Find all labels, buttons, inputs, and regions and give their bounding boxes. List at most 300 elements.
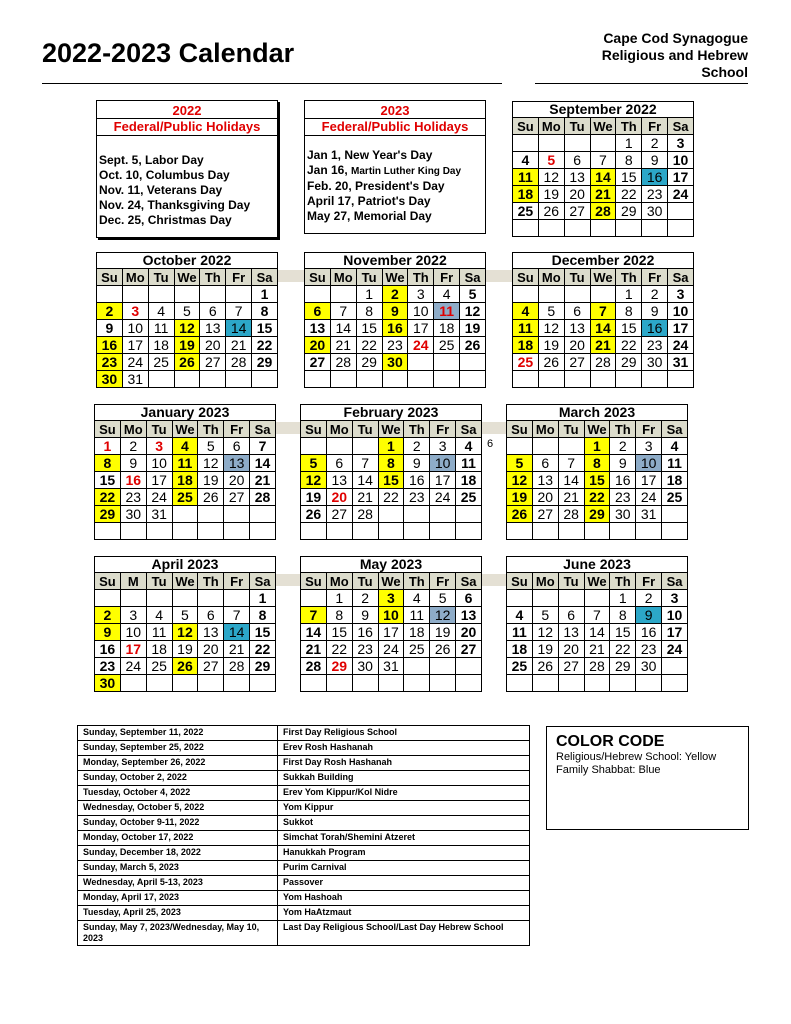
day-cell: 20	[200, 337, 226, 354]
week-row	[507, 489, 688, 506]
day-cell: 26	[430, 641, 456, 658]
empty-day-cell	[172, 675, 198, 692]
day-cell: 18	[172, 472, 198, 489]
month-title: November 2022	[304, 252, 486, 268]
empty-day-cell	[668, 371, 694, 388]
week-row	[301, 472, 482, 489]
color-code-title: COLOR CODE	[556, 733, 665, 750]
week-row	[507, 641, 688, 658]
event-date: Sunday, October 9-11, 2022	[78, 816, 278, 831]
day-cell: 27	[558, 658, 584, 675]
day-cell: 11	[662, 455, 688, 472]
day-cell: 18	[434, 320, 460, 337]
day-cell: 2	[95, 607, 121, 624]
week-row	[513, 203, 694, 220]
empty-day-cell	[226, 371, 252, 388]
day-cell: 12	[198, 455, 224, 472]
day-cell: 21	[352, 489, 378, 506]
event-name: First Day Rosh Hashanah	[278, 756, 530, 771]
event-date: Tuesday, April 25, 2023	[78, 906, 278, 921]
month-grid	[300, 572, 482, 692]
day-cell: 29	[252, 354, 278, 371]
day-cell: 19	[301, 489, 327, 506]
day-cell: 3	[668, 286, 694, 303]
event-date: Wednesday, April 5-13, 2023	[78, 876, 278, 891]
week-row	[305, 286, 486, 303]
event-row	[78, 771, 530, 786]
empty-day-cell	[301, 438, 327, 455]
week-row	[513, 169, 694, 186]
weekday-label: Sa	[250, 573, 276, 590]
day-cell: 5	[507, 455, 533, 472]
week-row	[305, 303, 486, 320]
row-band	[278, 270, 304, 282]
event-row	[78, 831, 530, 846]
empty-day-cell	[434, 371, 460, 388]
day-cell: 14	[590, 320, 616, 337]
holiday-item: Sept. 5, Labor Day	[99, 153, 204, 167]
day-cell: 25	[148, 354, 174, 371]
empty-day-cell	[513, 135, 539, 152]
empty-day-cell	[538, 135, 564, 152]
empty-day-cell	[513, 220, 539, 237]
empty-day-cell	[584, 523, 610, 540]
day-cell: 6	[198, 607, 224, 624]
day-cell: 7	[224, 607, 250, 624]
week-row	[301, 658, 482, 675]
weekday-label: We	[172, 421, 198, 438]
weekday-label: Mo	[122, 269, 148, 286]
day-cell: 30	[636, 658, 662, 675]
empty-day-cell	[513, 286, 539, 303]
empty-day-cell	[564, 286, 590, 303]
day-cell: 19	[538, 337, 564, 354]
day-cell: 24	[636, 489, 662, 506]
week-row	[97, 354, 278, 371]
holiday-item: Feb. 20, President's Day	[307, 179, 445, 193]
empty-day-cell	[662, 675, 688, 692]
weekday-label: Sa	[662, 421, 688, 438]
weekday-label: Tu	[148, 269, 174, 286]
event-name: First Day Religious School	[278, 726, 530, 741]
day-cell: 28	[250, 489, 276, 506]
day-cell: 7	[558, 455, 584, 472]
day-cell: 19	[198, 472, 224, 489]
day-cell: 20	[564, 337, 590, 354]
day-cell: 8	[584, 455, 610, 472]
day-cell: 17	[146, 472, 172, 489]
day-cell: 26	[172, 658, 198, 675]
weekday-label: Sa	[456, 421, 482, 438]
day-cell: 7	[301, 607, 327, 624]
day-cell: 10	[378, 607, 404, 624]
empty-day-cell	[456, 523, 482, 540]
day-cell: 10	[636, 455, 662, 472]
day-cell: 29	[356, 354, 382, 371]
day-cell: 26	[538, 203, 564, 220]
empty-day-cell	[174, 371, 200, 388]
weekday-label: Su	[95, 573, 121, 590]
day-cell: 7	[590, 152, 616, 169]
empty-day-cell	[404, 506, 430, 523]
day-cell: 10	[120, 624, 146, 641]
day-cell: 8	[252, 303, 278, 320]
empty-day-cell	[326, 523, 352, 540]
day-cell: 28	[330, 354, 356, 371]
org-rule	[535, 83, 748, 84]
day-cell: 28	[352, 506, 378, 523]
weekday-label: Fr	[636, 573, 662, 590]
weekday-label: Fr	[224, 421, 250, 438]
weekday-label: Tu	[558, 573, 584, 590]
day-cell: 25	[456, 489, 482, 506]
day-cell: 1	[378, 438, 404, 455]
week-row	[507, 506, 688, 523]
day-cell: 30	[95, 675, 121, 692]
day-cell: 25	[662, 489, 688, 506]
day-cell: 9	[642, 152, 668, 169]
event-row	[78, 891, 530, 906]
empty-day-cell	[146, 523, 172, 540]
weekday-label: Sa	[456, 573, 482, 590]
day-cell: 17	[662, 624, 688, 641]
day-cell: 11	[507, 624, 533, 641]
empty-day-cell	[326, 675, 352, 692]
week-row	[507, 523, 688, 540]
day-cell: 16	[636, 624, 662, 641]
day-cell: 13	[326, 472, 352, 489]
holidays-year: 2022	[172, 103, 202, 118]
week-row	[513, 303, 694, 320]
weekday-label: Mo	[326, 573, 352, 590]
day-cell: 10	[430, 455, 456, 472]
day-cell: 31	[668, 354, 694, 371]
month-grid	[94, 572, 276, 692]
day-cell: 21	[590, 337, 616, 354]
weekday-label: Su	[513, 118, 539, 135]
event-row	[78, 906, 530, 921]
month-june-2023	[506, 556, 688, 692]
event-date: Sunday, March 5, 2023	[78, 861, 278, 876]
weekday-label: Mo	[326, 421, 352, 438]
event-name: Yom Hashoah	[278, 891, 530, 906]
empty-day-cell	[174, 286, 200, 303]
day-cell: 1	[326, 590, 352, 607]
day-cell: 29	[584, 506, 610, 523]
empty-day-cell	[532, 523, 558, 540]
weekday-label: Su	[507, 573, 533, 590]
empty-day-cell	[558, 675, 584, 692]
empty-day-cell	[148, 371, 174, 388]
weekday-label: Su	[301, 421, 327, 438]
weekday-label: Th	[616, 269, 642, 286]
month-grid	[304, 268, 486, 388]
month-title: April 2023	[94, 556, 276, 572]
day-cell: 6	[564, 303, 590, 320]
day-cell: 7	[250, 438, 276, 455]
empty-day-cell	[330, 286, 356, 303]
day-cell: 23	[95, 658, 121, 675]
day-cell: 14	[224, 624, 250, 641]
day-cell: 11	[456, 455, 482, 472]
day-cell: 3	[146, 438, 172, 455]
day-cell: 26	[538, 354, 564, 371]
day-cell: 30	[642, 354, 668, 371]
day-cell: 17	[120, 641, 146, 658]
day-cell: 30	[610, 506, 636, 523]
holidays-2023-box	[304, 100, 486, 234]
empty-day-cell	[404, 658, 430, 675]
holiday-list	[307, 148, 461, 224]
day-cell: 22	[616, 186, 642, 203]
row-band	[482, 422, 506, 434]
day-cell: 12	[174, 320, 200, 337]
holiday-item: May 27, Memorial Day	[307, 209, 432, 223]
day-cell: 21	[558, 489, 584, 506]
day-cell: 23	[382, 337, 408, 354]
empty-day-cell	[408, 354, 434, 371]
empty-day-cell	[301, 523, 327, 540]
day-cell: 30	[97, 371, 123, 388]
day-cell: 12	[532, 624, 558, 641]
event-date: Sunday, September 11, 2022	[78, 726, 278, 741]
day-cell: 22	[616, 337, 642, 354]
day-cell: 25	[172, 489, 198, 506]
empty-day-cell	[662, 523, 688, 540]
weekday-header-row	[513, 269, 694, 286]
day-cell: 25	[513, 354, 539, 371]
day-cell: 19	[174, 337, 200, 354]
day-cell: 2	[636, 590, 662, 607]
day-cell: 1	[356, 286, 382, 303]
day-cell: 7	[590, 303, 616, 320]
day-cell: 27	[305, 354, 331, 371]
page-title: 2022-2023 Calendar	[42, 38, 295, 68]
month-grid	[506, 420, 688, 540]
day-cell: 25	[146, 658, 172, 675]
weekday-label: We	[382, 269, 408, 286]
empty-day-cell	[590, 220, 616, 237]
empty-day-cell	[146, 675, 172, 692]
day-cell: 9	[97, 320, 123, 337]
day-cell: 10	[122, 320, 148, 337]
day-cell: 12	[538, 320, 564, 337]
day-cell: 6	[305, 303, 331, 320]
day-cell: 18	[513, 337, 539, 354]
day-cell: 22	[252, 337, 278, 354]
day-cell: 23	[636, 641, 662, 658]
day-cell: 21	[584, 641, 610, 658]
day-cell: 1	[252, 286, 278, 303]
event-date: Sunday, May 7, 2023/Wednesday, May 10, 2023	[78, 921, 278, 946]
day-cell: 17	[408, 320, 434, 337]
day-cell: 12	[172, 624, 198, 641]
day-cell: 23	[610, 489, 636, 506]
day-cell: 9	[120, 455, 146, 472]
row-band	[486, 270, 512, 282]
day-cell: 17	[668, 169, 694, 186]
weekday-label: Su	[97, 269, 123, 286]
weekday-label: Tu	[564, 269, 590, 286]
empty-day-cell	[616, 220, 642, 237]
org-line: Religious and Hebrew	[601, 47, 748, 63]
weekday-label: Su	[301, 573, 327, 590]
holiday-list	[99, 153, 250, 228]
weekday-label: Su	[305, 269, 331, 286]
day-cell: 9	[610, 455, 636, 472]
day-cell: 18	[662, 472, 688, 489]
week-row	[95, 489, 276, 506]
month-title: October 2022	[96, 252, 278, 268]
day-cell: 9	[95, 624, 121, 641]
day-cell: 12	[460, 303, 486, 320]
day-cell: 2	[642, 135, 668, 152]
day-cell: 4	[172, 438, 198, 455]
week-row	[95, 607, 276, 624]
day-cell: 3	[636, 438, 662, 455]
week-row	[301, 523, 482, 540]
organization-name	[535, 30, 748, 81]
weekday-label: Su	[95, 421, 121, 438]
day-cell: 3	[662, 590, 688, 607]
empty-day-cell	[146, 590, 172, 607]
holiday-item: Oct. 10, Columbus Day	[99, 168, 230, 182]
event-name: Sukkot	[278, 816, 530, 831]
weekday-label: Mo	[538, 118, 564, 135]
weekday-label: Sa	[668, 269, 694, 286]
weekday-label: Th	[408, 269, 434, 286]
day-cell: 7	[352, 455, 378, 472]
row-band	[482, 574, 506, 586]
week-row	[513, 186, 694, 203]
event-name: Hanukkah Program	[278, 846, 530, 861]
day-cell: 11	[148, 320, 174, 337]
event-name: Erev Rosh Hashanah	[278, 741, 530, 756]
empty-day-cell	[584, 675, 610, 692]
month-grid	[512, 117, 694, 237]
week-row	[507, 624, 688, 641]
day-cell: 27	[200, 354, 226, 371]
empty-day-cell	[558, 523, 584, 540]
empty-day-cell	[356, 371, 382, 388]
day-cell: 2	[97, 303, 123, 320]
holidays-title: Federal/Public Holidays	[97, 118, 277, 136]
empty-day-cell	[382, 371, 408, 388]
weekday-header-row	[301, 421, 482, 438]
event-row	[78, 861, 530, 876]
day-cell: 20	[564, 186, 590, 203]
day-cell: 15	[250, 624, 276, 641]
day-cell: 11	[434, 303, 460, 320]
day-cell: 7	[226, 303, 252, 320]
week-row	[513, 286, 694, 303]
day-cell: 11	[172, 455, 198, 472]
empty-day-cell	[352, 523, 378, 540]
day-cell: 16	[404, 472, 430, 489]
empty-day-cell	[95, 523, 121, 540]
day-cell: 21	[330, 337, 356, 354]
day-cell: 31	[636, 506, 662, 523]
empty-day-cell	[404, 523, 430, 540]
holiday-item: Nov. 11, Veterans Day	[99, 183, 223, 197]
day-cell: 18	[456, 472, 482, 489]
month-grid	[512, 268, 694, 388]
day-cell: 27	[532, 506, 558, 523]
day-cell: 6	[558, 607, 584, 624]
day-cell: 27	[198, 658, 224, 675]
holiday-item: Jan 1, New Year's Day	[307, 148, 433, 162]
event-row	[78, 786, 530, 801]
day-cell: 2	[382, 286, 408, 303]
events-body	[78, 726, 530, 946]
day-cell: 15	[616, 169, 642, 186]
day-cell: 9	[636, 607, 662, 624]
day-cell: 3	[408, 286, 434, 303]
week-row	[305, 371, 486, 388]
empty-day-cell	[456, 675, 482, 692]
event-name: Yom Kippur	[278, 801, 530, 816]
weekday-label: Sa	[668, 118, 694, 135]
weekday-label: Fr	[430, 573, 456, 590]
event-date: Monday, October 17, 2022	[78, 831, 278, 846]
weekday-label: Su	[513, 269, 539, 286]
week-row	[301, 641, 482, 658]
day-cell: 5	[172, 607, 198, 624]
week-row	[507, 658, 688, 675]
events-table	[77, 725, 530, 946]
day-cell: 8	[616, 303, 642, 320]
day-cell: 13	[198, 624, 224, 641]
weekday-label: Fr	[642, 118, 668, 135]
day-cell: 27	[564, 354, 590, 371]
month-may-2023	[300, 556, 482, 692]
empty-day-cell	[590, 371, 616, 388]
day-cell: 24	[378, 641, 404, 658]
week-row	[301, 489, 482, 506]
day-cell: 4	[456, 438, 482, 455]
day-cell: 29	[610, 658, 636, 675]
day-cell: 21	[226, 337, 252, 354]
day-cell: 19	[507, 489, 533, 506]
empty-day-cell	[430, 506, 456, 523]
week-row	[513, 354, 694, 371]
empty-day-cell	[507, 675, 533, 692]
day-cell: 29	[616, 354, 642, 371]
day-cell: 13	[564, 169, 590, 186]
holiday-item-name: Martin Luther King Day	[351, 166, 462, 177]
week-row	[301, 607, 482, 624]
event-name: Last Day Religious School/Last Day Hebrew School	[278, 921, 530, 946]
empty-day-cell	[430, 675, 456, 692]
empty-day-cell	[224, 590, 250, 607]
empty-day-cell	[456, 658, 482, 675]
org-line: Cape Cod Synagogue	[603, 30, 748, 46]
empty-day-cell	[250, 506, 276, 523]
weekday-label: Mo	[538, 269, 564, 286]
day-cell: 31	[378, 658, 404, 675]
day-cell: 19	[172, 641, 198, 658]
day-cell: 4	[662, 438, 688, 455]
day-cell: 26	[460, 337, 486, 354]
day-cell: 7	[584, 607, 610, 624]
day-cell: 31	[146, 506, 172, 523]
week-row	[305, 337, 486, 354]
event-row	[78, 921, 530, 946]
holidays-2022-box	[96, 100, 278, 238]
day-cell: 23	[404, 489, 430, 506]
day-cell: 14	[584, 624, 610, 641]
day-cell: 27	[224, 489, 250, 506]
